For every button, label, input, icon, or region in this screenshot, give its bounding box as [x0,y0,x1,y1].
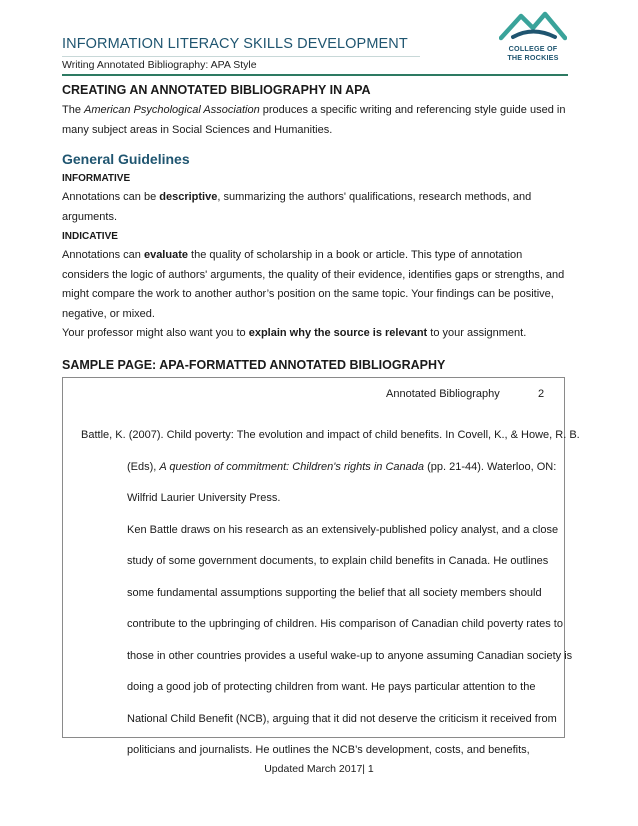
annotation-line: Ken Battle draws on his research as an extensively-published policy analyst, and a close [127,523,559,536]
college-logo [493,10,573,70]
section-heading: CREATING AN ANNOTATED BIBLIOGRAPHY IN APA [62,83,371,97]
header-thin-rule [62,56,420,57]
header-thick-rule [62,74,568,76]
indicative-bold: evaluate [143,249,188,261]
informative-label: INFORMATIVE [62,173,131,184]
sample-page-box [62,377,580,756]
annotation-line: doing a good job of protecting children from want. He pays particular attention to the [127,681,536,693]
document-body [62,80,568,375]
logo-line-1: COLLEGE OF [508,44,558,53]
annotation-line: some fundamental assumptions supporting the belief that all society members should [127,586,542,599]
informative-paragraph [62,188,568,227]
indicative-pre: Annotations can [62,249,144,261]
reference-pages: (pp. 21-44). Waterloo, ON: [424,460,557,473]
informative-pre: Annotations can be [62,191,160,203]
reference-line-2 [81,452,557,484]
indicative-paragraph [62,246,568,324]
indicative-post: the quality of scholarship in a book or article. This type of annotation considers the logic of authors' arguments, the quality of their evidence, identifies gaps or strengths, and might compare the work to another author’s position on the same topic. Your findings can be positive, negative, or mixed. [62,249,565,320]
informative-post: , summarizing the authors' qualifications, research methods, and arguments. [62,191,532,223]
annotation-line: contribute to the upbringing of children. His comparison of Canadian child poverty rates to [127,618,563,630]
guidelines-heading: General Guidelines [62,151,190,167]
running-head: Annotated Bibliography [386,388,500,400]
header-subtitle: Writing Annotated Bibliography: APA Style [62,59,257,71]
sample-page-number: 2 [538,388,545,400]
informative-bold: descriptive [159,191,218,203]
professor-paragraph [62,324,568,344]
indicative-label: INDICATIVE [62,231,118,242]
mountain-logo-icon [499,10,567,42]
annotation-line: study of some government documents, to explain child benefits in Canada. He outlines [127,555,549,567]
page-footer: Updated March 2017| 1 [264,763,374,775]
annotation-line: those in other countries provides a useful wake-up to anyone assuming Canadian society is [127,649,573,662]
sample-heading: SAMPLE PAGE: APA-FORMATTED ANNOTATED BIBLIOGRAPHY [62,357,446,372]
annotation-line: politicians and journalists. He outlines the NCB’s development, costs, and benefits, [127,744,530,756]
professor-pre: Your professor might also want you to [62,327,249,339]
reference-eds: (Eds), [127,460,160,473]
professor-bold: explain why the source is relevant [248,327,428,339]
intro-prefix: The [62,104,85,116]
annotation-line: National Child Benefit (NCB), arguing that it did not deserve the criticism it received from [127,712,557,725]
logo-line-2: THE ROCKIES [507,53,559,62]
reference-line-1: Battle, K. (2007). Child poverty: The evolution and impact of child benefits. In Covell, K., & Howe, R. B. [81,429,580,441]
logo-text [493,44,573,62]
reference-line-3: Wilfrid Laurier University Press. [127,492,281,504]
intro-rest: produces a specific writing and referencing style guide used in many subject areas in Social Sciences and Humanities. [62,104,566,136]
header-title: INFORMATION LITERACY SKILLS DEVELOPMENT [62,36,408,52]
apa-name: American Psychological Association [84,104,260,116]
reference-book-title: A question of commitment: Children's rights in Canada [159,460,425,473]
reference-entry [81,420,580,767]
intro-paragraph [62,101,568,140]
professor-post: to your assignment. [427,327,527,339]
